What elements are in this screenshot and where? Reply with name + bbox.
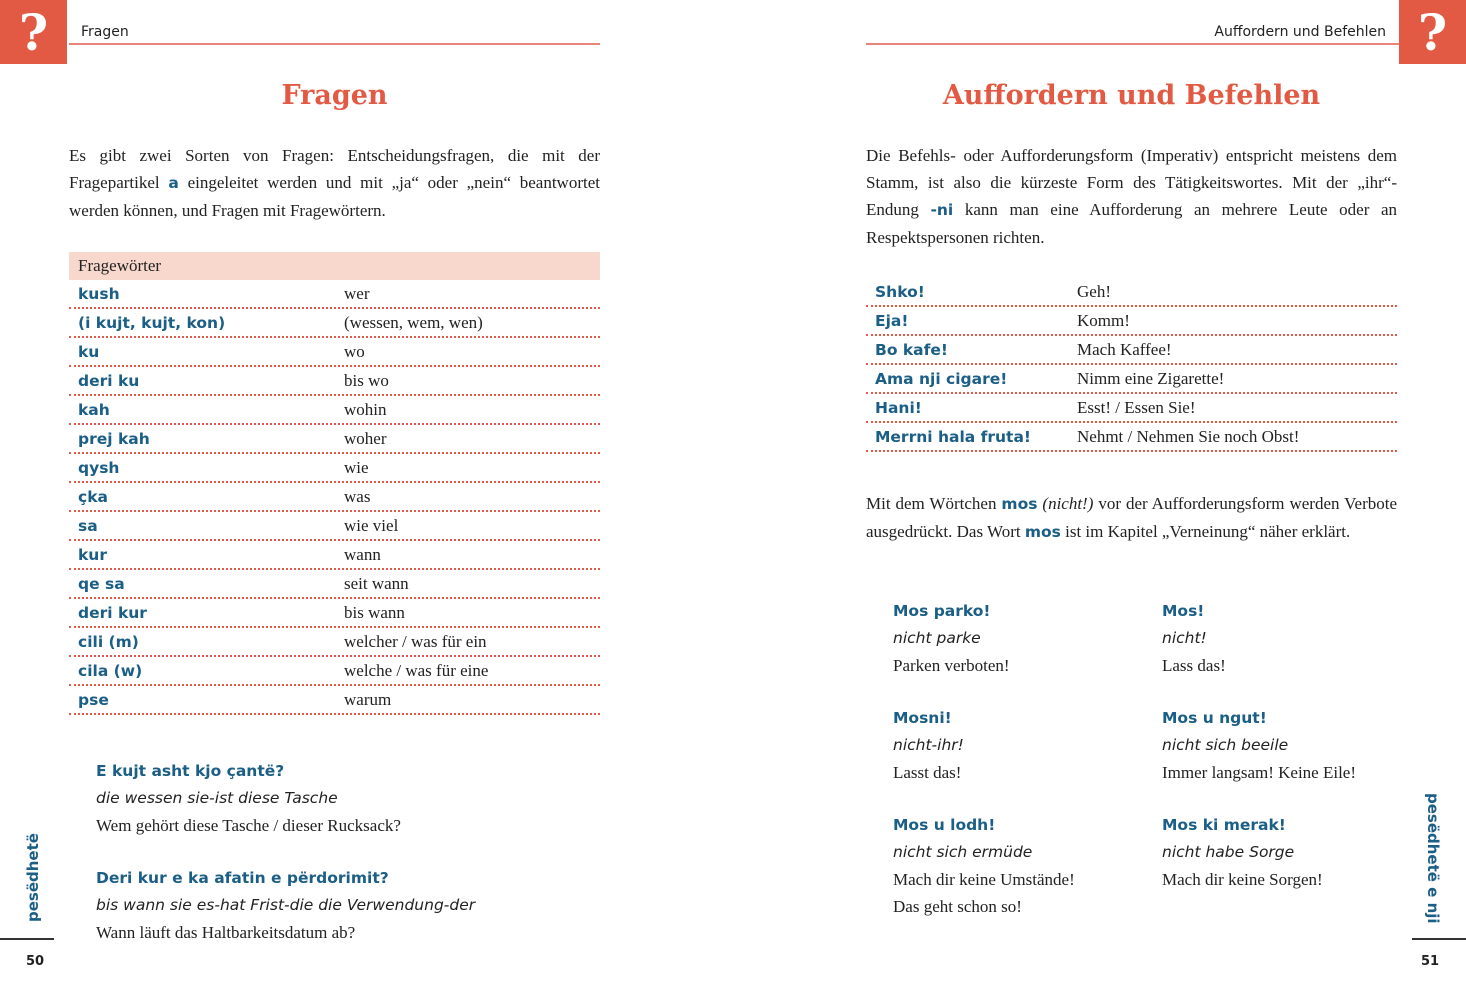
german-translation: welche / was für eine [344, 661, 489, 680]
albanian-word: kush [78, 285, 120, 303]
albanian-word: deri kur [78, 604, 147, 622]
example-literal: nicht-ihr! [893, 736, 964, 754]
page-title-left: Fragen [281, 80, 388, 111]
albanian-word: (i kujt, kujt, kon) [78, 314, 226, 332]
intro-paragraph-right: Die Befehls- oder Aufforderungsform (Imperativ) entspricht meistens dem Stamm, ist also die kürzeste Form des Tätigkeitswortes. Mit der „ihr“-Endung -ni kann man eine Aufforderung an mehrere Leute oder an Respektspersonen richten. [866, 146, 1397, 247]
imperative-table [866, 278, 1397, 452]
header-rule-left [69, 43, 600, 45]
table-row [69, 454, 600, 483]
german-translation: Geh! [1077, 282, 1111, 301]
question-mark-icon: ? [0, 0, 67, 64]
example-albanian: Mos! [1162, 602, 1205, 620]
example-literal: nicht sich ermüde [893, 843, 1033, 861]
albanian-word: prej kah [78, 430, 150, 448]
example-literal: bis wann sie es-hat Frist-die die Verwendung-der [96, 896, 476, 914]
table-row [69, 280, 600, 309]
table-row [69, 657, 600, 686]
german-translation: wohin [344, 400, 387, 419]
running-head-right: Auffordern und Befehlen [1214, 24, 1386, 40]
german-translation: wie viel [344, 516, 399, 535]
example-german: Parken verboten! [893, 656, 1010, 675]
table-row [69, 338, 600, 367]
example-german: Lass das! [1162, 656, 1226, 675]
question-mark-icon: ? [1399, 0, 1466, 64]
german-translation: warum [344, 690, 392, 709]
example-block-left [96, 758, 475, 946]
german-translation: wer [344, 284, 370, 303]
albanian-word: deri ku [78, 372, 140, 390]
table-row [69, 483, 600, 512]
example-german: Das geht schon so! [893, 897, 1022, 916]
german-translation: Esst! / Essen Sie! [1077, 398, 1196, 417]
example-german: Mach dir keine Sorgen! [1162, 870, 1323, 889]
german-translation: Nehmt / Nehmen Sie noch Obst! [1077, 427, 1300, 446]
suffix-ni: -ni [930, 201, 954, 219]
albanian-word: kur [78, 546, 107, 564]
example-literal: nicht parke [893, 629, 981, 647]
table-row [69, 541, 600, 570]
table-row [69, 686, 600, 715]
german-translation: welcher / was für ein [344, 632, 487, 651]
side-rule-left [0, 938, 54, 940]
running-head-left: Fragen [81, 24, 129, 40]
table-row [866, 394, 1397, 423]
example-german: Wann läuft das Haltbarkeitsdatum ab? [96, 923, 356, 942]
example-german: Immer langsam! Keine Eile! [1162, 763, 1357, 782]
example-literal: nicht habe Sorge [1162, 843, 1295, 861]
table-row [866, 365, 1397, 394]
table-row [866, 423, 1397, 452]
page-number-left: 50 [26, 954, 45, 969]
example-albanian: Mos u lodh! [893, 816, 996, 834]
german-translation: wo [344, 342, 365, 361]
albanian-word: kah [78, 401, 110, 419]
table-row [69, 512, 600, 541]
mos-examples-left [893, 598, 1075, 920]
verbot-paragraph: Mit dem Wörtchen mos (nicht!) vor der Aufforderungsform werden Verbote ausgedrückt. Das Wort mos ist im Kapitel „Verneinung“ näher erklärt. [866, 494, 1398, 541]
table-row [69, 599, 600, 628]
example-albanian: Deri kur e ka afatin e përdorimit? [96, 869, 389, 887]
german-translation: (wessen, wem, wen) [344, 313, 483, 332]
albanian-word: cila (w) [78, 662, 143, 680]
intro-paragraph-left: Es gibt zwei Sorten von Fragen: Entscheidungsfragen, die mit der Fragepartikel a eingeleitet werden und mit „ja“ oder „nein“ beantwortet werden können, und Fragen mit Fragewörtern. [69, 146, 600, 220]
german-translation: wie [344, 458, 369, 477]
example-german: Wem gehört diese Tasche / dieser Rucksack? [96, 816, 401, 835]
side-tab-left: pesëdhetë [24, 833, 42, 922]
albanian-word: qe sa [78, 575, 125, 593]
german-translation: seit wann [344, 574, 409, 593]
table-row [69, 309, 600, 338]
albanian-word: ku [78, 343, 100, 361]
table-row [866, 278, 1397, 307]
albanian-word: Ama nji cigare! [875, 370, 1008, 388]
page-number-right: 51 [1421, 954, 1440, 969]
albanian-word: Eja! [875, 312, 909, 330]
albanian-word: Bo kafe! [875, 341, 948, 359]
table-row [866, 307, 1397, 336]
german-translation: bis wann [344, 603, 405, 622]
albanian-word: pse [78, 691, 109, 709]
table-row [69, 425, 600, 454]
example-albanian: Mos ki merak! [1162, 816, 1286, 834]
albanian-word: Shko! [875, 283, 925, 301]
header-rule-right [866, 43, 1399, 45]
table-row [69, 396, 600, 425]
table-row [69, 367, 600, 396]
question-words-table [69, 252, 600, 715]
german-translation: was [344, 487, 371, 506]
side-rule-right [1412, 938, 1466, 940]
albanian-word: Hani! [875, 399, 922, 417]
german-translation: bis wo [344, 371, 389, 390]
german-translation: wann [344, 545, 381, 564]
example-literal: nicht sich beeile [1162, 736, 1289, 754]
table-header: Fragewörter [69, 252, 600, 280]
example-literal: die wessen sie-ist diese Tasche [96, 789, 338, 807]
mos-examples-right [1162, 598, 1356, 893]
side-tab-right: pesëdhetë e nji [1424, 793, 1442, 924]
german-translation: Komm! [1077, 311, 1130, 330]
albanian-word: qysh [78, 459, 120, 477]
albanian-word: sa [78, 517, 98, 535]
albanian-word: Merrni hala fruta! [875, 428, 1031, 446]
example-german: Lasst das! [893, 763, 962, 782]
example-german: Mach dir keine Umstände! [893, 870, 1075, 889]
albanian-word: cili (m) [78, 633, 139, 651]
table-row [866, 336, 1397, 365]
example-literal: nicht! [1162, 629, 1207, 647]
page-title-right: Auffordern und Befehlen [942, 80, 1321, 111]
table-row [69, 570, 600, 599]
example-albanian: Mos u ngut! [1162, 709, 1267, 727]
german-translation: woher [344, 429, 387, 448]
example-albanian: Mos parko! [893, 602, 991, 620]
german-translation: Nimm eine Zigarette! [1077, 369, 1225, 388]
table-row [69, 628, 600, 657]
german-translation: Mach Kaffee! [1077, 340, 1172, 359]
example-albanian: Mosni! [893, 709, 952, 727]
example-albanian: E kujt asht kjo çantë? [96, 762, 285, 780]
albanian-word: çka [78, 488, 108, 506]
particle-a: a [168, 174, 179, 192]
